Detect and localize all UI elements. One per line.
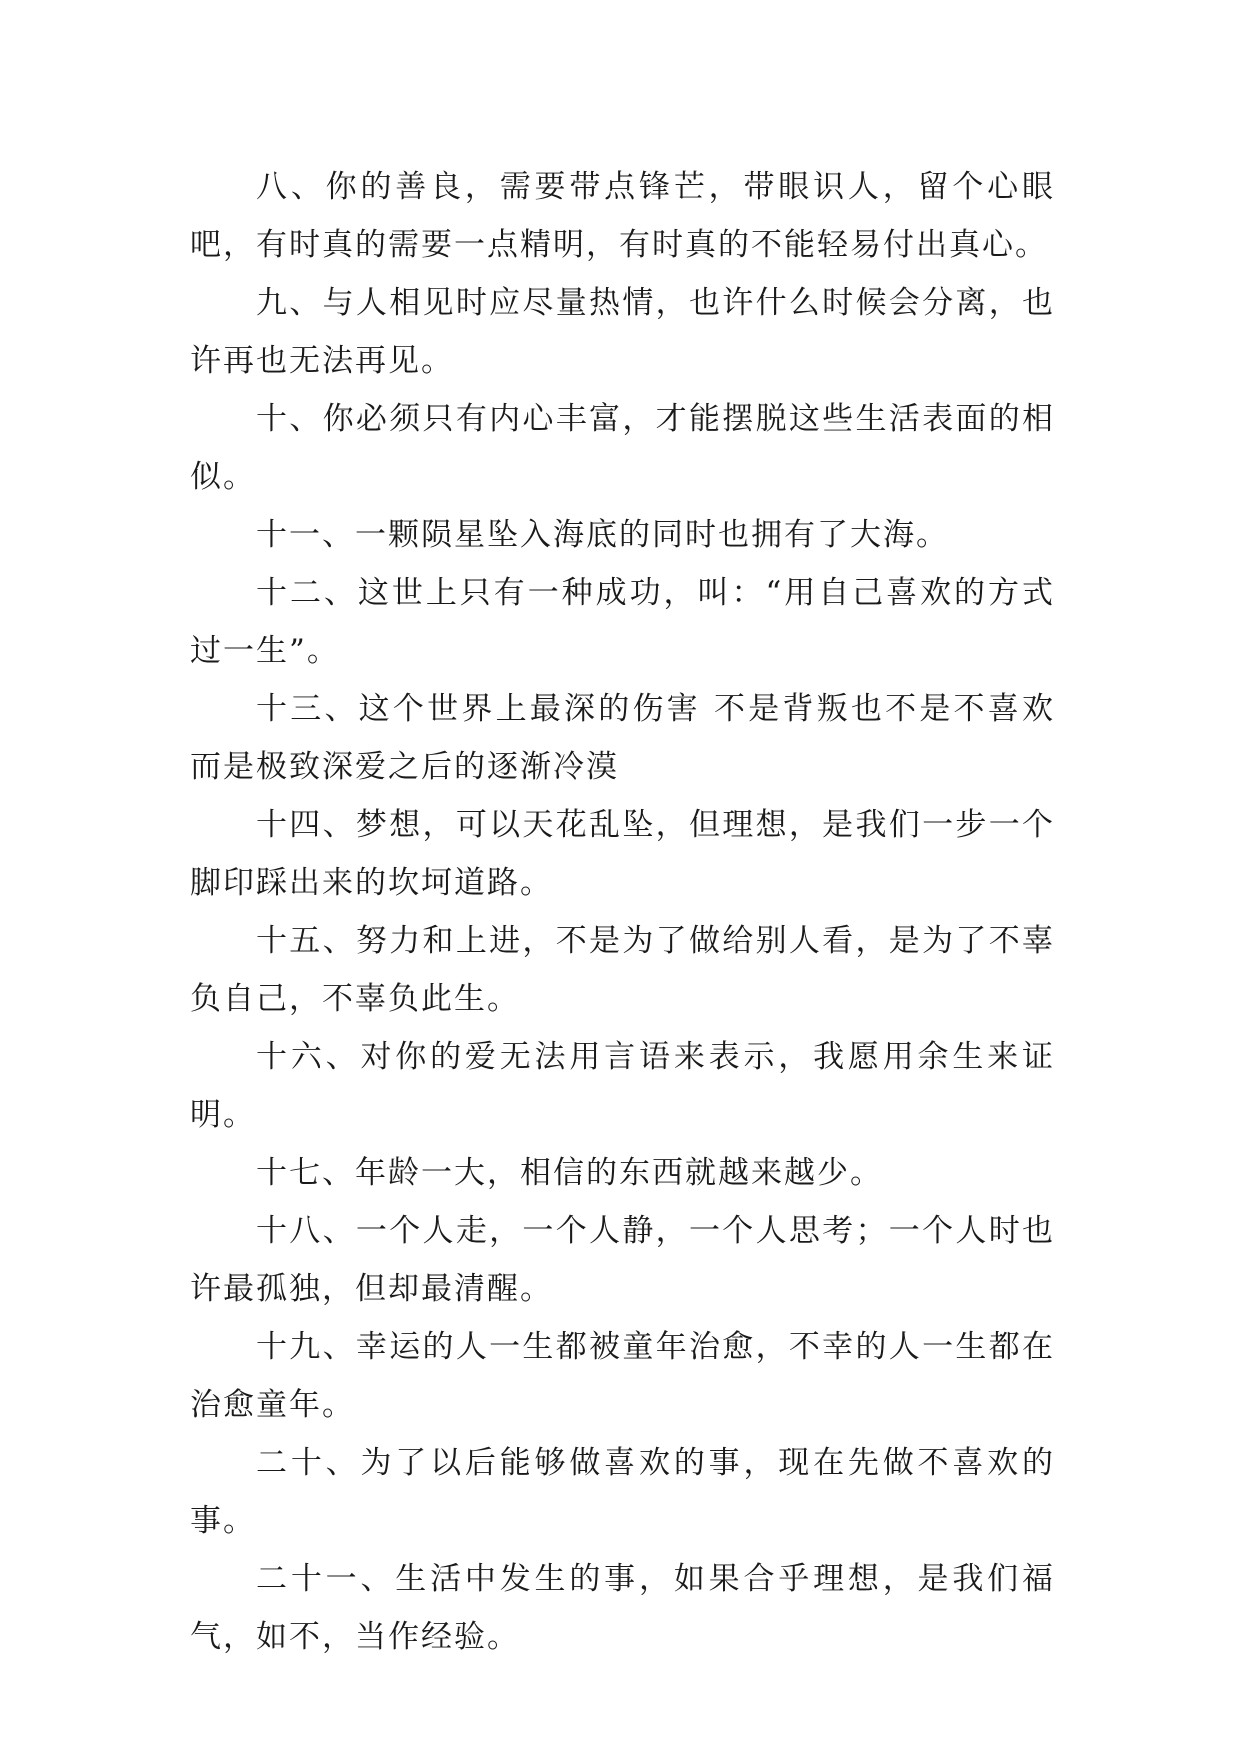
paragraph-9: 九、与人相见时应尽量热情，也许什么时候会分离，也许再也无法再见。 <box>190 285 1055 379</box>
paragraph-16: 十六、对你的爱无法用言语来表示，我愿用余生来证明。 <box>190 1039 1055 1133</box>
paragraph-12: 十二、这世上只有一种成功，叫：“用自己喜欢的方式过一生”。 <box>190 575 1055 669</box>
paragraph-14: 十四、梦想，可以天花乱坠，但理想，是我们一步一个脚印踩出来的坎坷道路。 <box>190 807 1055 901</box>
paragraph-13: 十三、这个世界上最深的伤害 不是背叛也不是不喜欢 而是极致深爱之后的逐渐冷漠 <box>190 691 1067 785</box>
paragraph-20: 二十、为了以后能够做喜欢的事，现在先做不喜欢的事。 <box>190 1445 1055 1539</box>
paragraph-21: 二十一、生活中发生的事，如果合乎理想，是我们福气，如不，当作经验。 <box>190 1561 1055 1655</box>
paragraph-18: 十八、一个人走，一个人静，一个人思考；一个人时也许最孤独，但却最清醒。 <box>190 1213 1055 1307</box>
paragraph-15: 十五、努力和上进，不是为了做给别人看，是为了不辜负自己，不辜负此生。 <box>190 923 1055 1017</box>
paragraph-11: 十一、一颗陨星坠入海底的同时也拥有了大海。 <box>256 517 949 553</box>
paragraph-17: 十七、年龄一大，相信的东西就越来越少。 <box>256 1155 883 1191</box>
paragraph-19: 十九、幸运的人一生都被童年治愈，不幸的人一生都在治愈童年。 <box>190 1329 1055 1423</box>
paragraph-8: 八、你的善良，需要带点锋芒，带眼识人，留个心眼吧，有时真的需要一点精明，有时真的不能轻易付出真心。 <box>190 169 1055 263</box>
paragraph-10: 十、你必须只有内心丰富，才能摆脱这些生活表面的相似。 <box>190 401 1055 495</box>
document-body <box>190 158 1067 1666</box>
